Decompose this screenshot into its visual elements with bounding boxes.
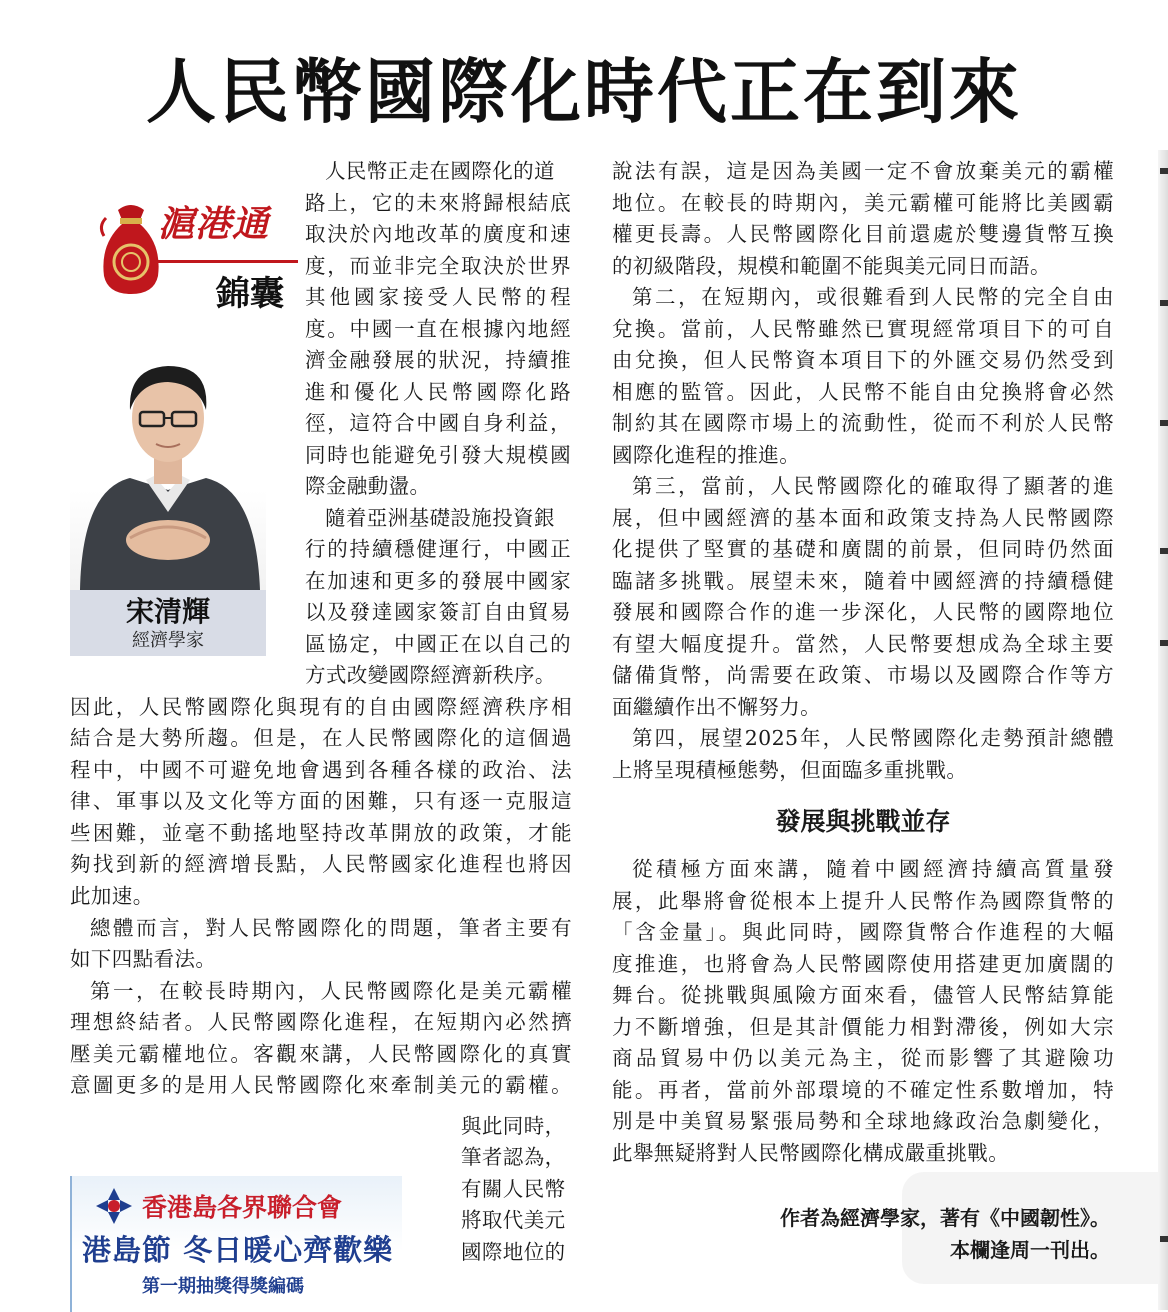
text-line: 夠找到新的經濟增長點，人民幣國家化進程也將因: [70, 852, 572, 876]
text-line: 區協定，中國正在以自己的: [305, 632, 571, 656]
text-line: 方式改變國際經濟新秩序。: [305, 663, 556, 687]
text-line: 說法有誤，這是因為美國一定不會放棄美元的霸權: [612, 159, 1114, 183]
edge-mark: [1160, 640, 1168, 646]
text-line: 此舉無疑將對人民幣國際化構成嚴重挑戰。: [612, 1141, 1010, 1165]
text-line: 的初級階段，規模和範圍不能與美元同日而語。: [612, 254, 1051, 278]
section-subheading: 發展與挑戰並存: [775, 807, 951, 836]
text-line: 第二，在短期內，或很難看到人民幣的完全自由: [632, 285, 1114, 309]
advertisement: [70, 1176, 402, 1312]
text-line: 意圖更多的是用人民幣國際化來牽制美元的霸權。: [70, 1073, 572, 1097]
text-line: 進和優化人民幣國際化路: [305, 380, 571, 404]
column-title: 滬港通: [158, 203, 270, 245]
text-line: 第三，當前，人民幣國際化的確取得了顯著的進: [632, 474, 1114, 498]
text-line: 有關人民幣: [461, 1177, 566, 1201]
text-line: 別是中美貿易緊張局勢和全球地緣政治急劇變化，: [612, 1109, 1114, 1133]
text-line: 際金融動盪。: [305, 474, 431, 498]
column-subtitle: 錦囊: [216, 274, 284, 314]
text-line: 「含金量」。與此同時，國際貨幣合作進程的大幅: [612, 920, 1114, 944]
author-role: 經濟學家: [132, 630, 204, 651]
pouch-icon: [96, 196, 166, 296]
text-line: 以及發達國家簽訂自由貿易: [305, 600, 571, 624]
text-line: 商品貿易中仍以美元為主，從而影響了其避險功: [612, 1046, 1114, 1070]
text-line: 制約其在國際市場上的流動性，從而不利於人民幣: [612, 411, 1114, 435]
org-logo-icon: [94, 1186, 134, 1226]
ad-event: 港島節 冬日暖心齊歡樂: [82, 1233, 394, 1267]
text-line: 上將呈現積極態勢，但面臨多重挑戰。: [612, 758, 968, 782]
text-line: 人民幣正走在國際化的道: [325, 159, 555, 183]
text-line: 舞台。從挑戰與風險方面來看，儘管人民幣結算能: [612, 983, 1114, 1007]
author-note: 作者為經濟學家，著有《中國韌性》。: [780, 1206, 1110, 1230]
column-schedule: 本欄逢周一刊出。: [950, 1238, 1110, 1262]
text-line: 在加速和更多的發展中國家: [305, 569, 571, 593]
text-line: 儲備貨幣，尚需要在政策、市場以及國際合作等方: [612, 663, 1114, 687]
ad-note: 第一期抽獎得獎編碼: [142, 1276, 304, 1297]
text-line: 發展和國際合作的進一步深化，人民幣的國際地位: [612, 600, 1114, 624]
author-name-box: [70, 590, 266, 656]
text-line: 行的持續穩健運行，中國正: [305, 537, 571, 561]
headline: 人民幣國際化時代正在到來: [146, 51, 1022, 133]
text-line: 臨諸多挑戰。展望未來，隨着中國經濟的持續穩健: [612, 569, 1114, 593]
text-line: 度，而並非完全取決於世界: [305, 254, 571, 278]
text-line: 路上，它的未來將歸根結底: [305, 191, 571, 215]
text-line: 理想終結者。人民幣國際化進程，在短期內必然擠: [70, 1010, 572, 1034]
text-line: 些困難，並毫不動搖地堅持改革開放的政策，才能: [70, 821, 572, 845]
edge-mark: [1160, 1236, 1168, 1242]
text-line: 總體而言，對人民幣國際化的問題，筆者主要有: [90, 916, 572, 940]
text-line: 隨着亞洲基礎設施投資銀: [325, 506, 555, 530]
text-line: 面繼續作出不懈努力。: [612, 695, 821, 719]
column-logo: [88, 178, 298, 313]
logo-rule: [156, 260, 298, 263]
text-line: 濟金融發展的狀況，持續推: [305, 348, 571, 372]
text-line: 結合是大勢所趨。但是，在人民幣國際化的這個過: [70, 726, 572, 750]
text-line: 其他國家接受人民幣的程: [305, 285, 571, 309]
text-line: 從積極方面來講，隨着中國經濟持續高質量發: [632, 857, 1114, 881]
text-line: 展，但中國經濟的基本面和政策支持為人民幣國際: [612, 506, 1114, 530]
text-line: 化提供了堅實的基礎和廣闊的前景，但同時仍然面: [612, 537, 1114, 561]
text-line: 國際地位的: [461, 1240, 566, 1264]
ad-org: 香港島各界聯合會: [142, 1193, 343, 1222]
author-name: 宋清輝: [125, 595, 210, 628]
text-line: 取決於內地改革的廣度和速: [305, 222, 571, 246]
text-line: 度。中國一直在根據內地經: [305, 317, 571, 341]
text-line: 度推進，也將會為人民幣國際使用搭建更加廣闊的: [612, 952, 1114, 976]
text-line: 有望大幅度提升。當然，人民幣要想成為全球主要: [612, 632, 1114, 656]
text-line: 能。再者，當前外部環境的不確定性系數增加，特: [612, 1078, 1114, 1102]
text-line: 將取代美元: [461, 1208, 566, 1232]
text-line: 筆者認為，: [461, 1145, 566, 1169]
text-line: 地位。在較長的時期內，美元霸權可能將比美國霸: [612, 191, 1114, 215]
edge-mark: [1160, 548, 1168, 554]
text-line: 程中，中國不可避免地會遇到各種各樣的政治、法: [70, 758, 572, 782]
text-line: 因此，人民幣國際化與現有的自由國際經濟秩序相: [70, 695, 572, 719]
text-line: 權更長壽。人民幣國際化目前還處於雙邊貨幣互換: [612, 222, 1114, 246]
text-line: 與此同時，: [461, 1114, 566, 1138]
text-line: 第四，展望2025年，人民幣國際化走勢預計總體: [632, 726, 1114, 750]
edge-mark: [1160, 168, 1168, 174]
author-portrait-icon: [70, 340, 266, 590]
text-line: 律、軍事以及文化等方面的困難，只有逐一克服這: [70, 789, 572, 813]
text-line: 壓美元霸權地位。客觀來講，人民幣國際化的真實: [70, 1042, 572, 1066]
text-line: 如下四點看法。: [70, 947, 217, 971]
text-line: 徑，這符合中國自身利益，: [305, 411, 571, 435]
text-line: 國際化進程的推進。: [612, 443, 801, 467]
edge-mark: [1160, 300, 1168, 306]
text-line: 兌換。當前，人民幣雖然已實現經常項目下的可自: [612, 317, 1114, 341]
text-line: 此加速。: [70, 884, 154, 908]
author-photo: [70, 340, 266, 590]
text-line: 由兌換，但人民幣資本項目下的外匯交易仍然受到: [612, 348, 1114, 372]
page-edge: [1158, 150, 1168, 1310]
text-line: 相應的監管。因此，人民幣不能自由兌換將會必然: [612, 380, 1114, 404]
text-line: 展，此舉將會從根本上提升人民幣作為國際貨幣的: [612, 889, 1114, 913]
text-line: 力不斷增強，但是其計價能力相對滯後，例如大宗: [612, 1015, 1114, 1039]
edge-mark: [1160, 420, 1168, 426]
text-line: 第一，在較長時期內，人民幣國際化是美元霸權: [90, 979, 572, 1003]
text-line: 同時也能避免引發大規模國: [305, 443, 571, 467]
